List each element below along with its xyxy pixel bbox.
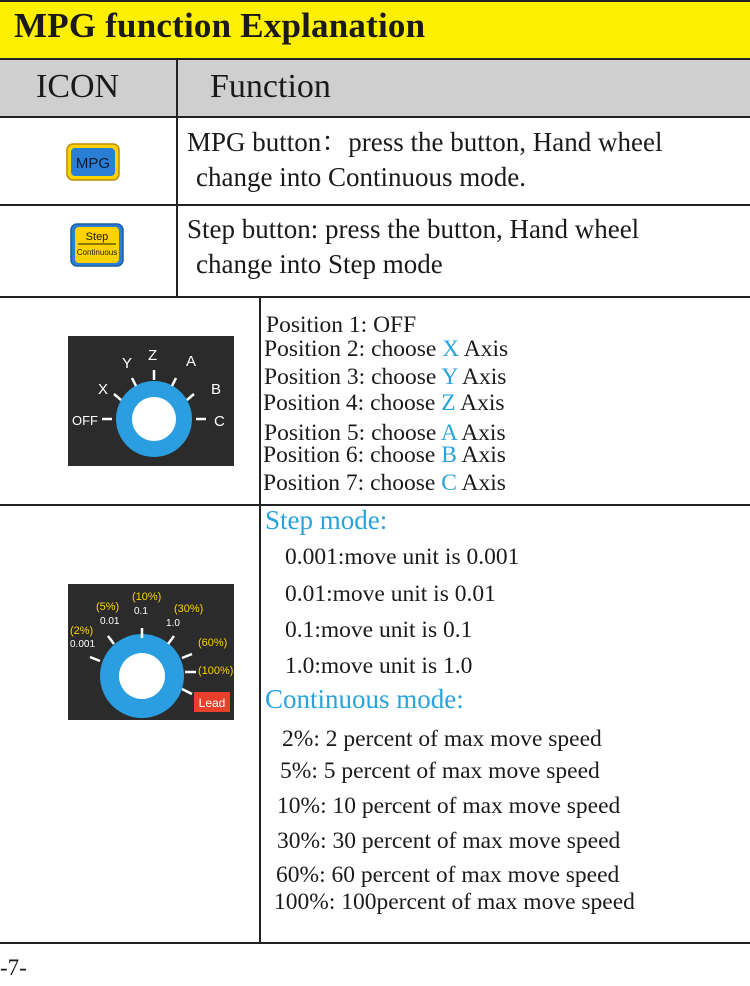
header-function: Function <box>210 68 331 105</box>
dial-label-10: 1.0 <box>166 618 180 629</box>
dial-label-z: Z <box>148 347 158 364</box>
dial-label-x: X <box>98 381 109 398</box>
dial-label-001: 0.01 <box>100 616 120 627</box>
step-icon <box>70 223 124 272</box>
row-divider-2 <box>0 296 750 298</box>
position-5: Position 5: choose A Axis <box>264 420 506 446</box>
continuous-mode-heading: Continuous mode: <box>265 684 464 714</box>
step-mode-heading: Step mode: <box>265 505 388 535</box>
dial-label-b: B <box>211 381 222 398</box>
step-mode-item: 0.001:move unit is 0.001 <box>285 544 520 570</box>
header-icon: ICON <box>36 68 120 105</box>
step-icon-bottom: Continuous <box>76 248 118 257</box>
mpg-icon-label: MPG <box>75 155 111 172</box>
position-4: Position 4: choose Z Axis <box>263 390 505 416</box>
dial-label-01: 0.1 <box>134 606 148 617</box>
step-description-line2: change into Step mode <box>196 249 443 279</box>
continuous-mode-item: 30%: 30 percent of max move speed <box>277 828 621 854</box>
continuous-mode-item: 10%: 10 percent of max move speed <box>277 793 621 819</box>
continuous-mode-item: 60%: 60 percent of max move speed <box>276 862 620 888</box>
position-2: Position 2: choose X Axis <box>264 336 509 362</box>
axis-selector-dial <box>68 336 234 471</box>
dial-label-2pct: (2%) <box>70 625 94 637</box>
dial-label-5pct: (5%) <box>96 601 120 613</box>
mpg-description-line2: change into Continuous mode. <box>196 162 526 192</box>
step-mode-item: 0.1:move unit is 0.1 <box>285 617 473 643</box>
dial-label-100pct: (100%) <box>198 665 234 677</box>
dial-label-c: C <box>214 413 225 430</box>
continuous-mode-item: 100%: 100percent of max move speed <box>274 889 635 915</box>
column-divider-top <box>176 60 178 298</box>
mpg-icon <box>66 143 120 186</box>
position-1: Position 1: OFF <box>266 312 417 338</box>
continuous-mode-item: 5%: 5 percent of max move speed <box>280 758 600 784</box>
dial-label-y: Y <box>122 355 133 372</box>
continuous-mode-item: 2%: 2 percent of max move speed <box>282 726 602 752</box>
dial-label-a: A <box>186 353 197 370</box>
dial-label-10pct: (10%) <box>132 591 162 603</box>
position-7: Position 7: choose C Axis <box>263 470 506 496</box>
dial-label-lead: Lead <box>198 696 226 710</box>
column-divider-bottom <box>259 296 261 944</box>
step-mode-item: 1.0:move unit is 1.0 <box>285 653 473 679</box>
page-title: MPG function Explanation <box>14 6 426 45</box>
dial-label-off: OFF <box>72 413 98 428</box>
step-mode-item: 0.01:move unit is 0.01 <box>285 581 496 607</box>
dial-label-0001: 0.001 <box>70 639 96 650</box>
dial-label-30pct: (30%) <box>174 603 204 615</box>
position-6: Position 6: choose B Axis <box>263 442 506 468</box>
step-speed-dial <box>68 584 234 725</box>
row-divider-4 <box>0 942 750 944</box>
step-icon-top: Step <box>85 231 109 243</box>
position-3: Position 3: choose Y Axis <box>264 364 507 390</box>
dial-label-60pct: (60%) <box>198 637 228 649</box>
row-divider-1 <box>0 204 750 206</box>
step-description-line1: Step button: press the button, Hand wheel <box>187 214 640 244</box>
page-number: -7- <box>0 955 27 980</box>
mpg-description-line1: MPG button：press the button, Hand wheel <box>187 127 663 157</box>
